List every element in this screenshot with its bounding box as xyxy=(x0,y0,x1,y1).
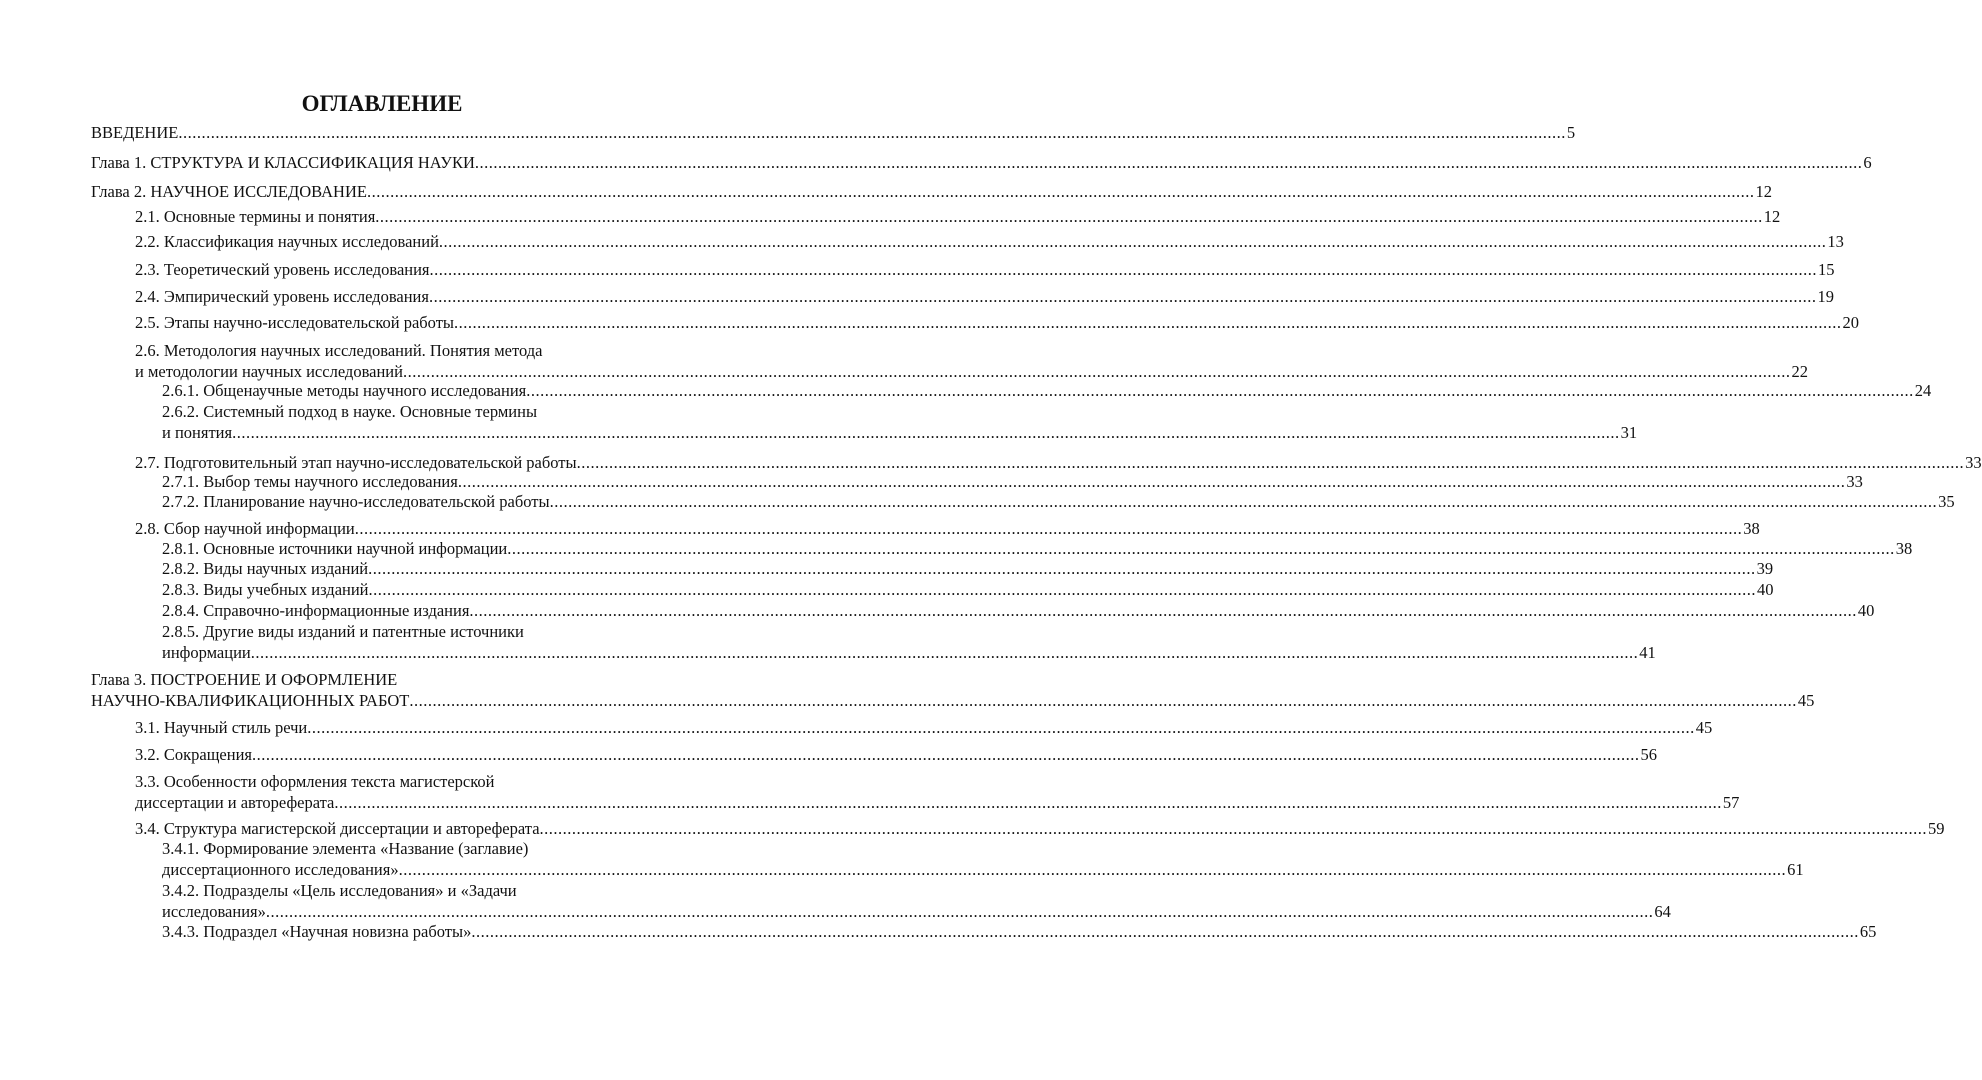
toc-entry-title: и понятия xyxy=(162,422,233,442)
dot-leader: ............................................................................................................................................................................................................................................................................................................ xyxy=(474,153,1863,172)
toc-entry[interactable] xyxy=(162,472,1863,493)
toc-entry-title: 2.6.1. Общенаучные методы научного исследования xyxy=(162,381,527,400)
toc-entry-title: 3.4.2. Подразделы «Цель исследования» и «Задачи xyxy=(162,881,517,900)
toc-entry-title: 2.8.4. Справочно-информационные издания xyxy=(162,601,470,620)
toc-entry[interactable] xyxy=(135,745,1657,766)
toc-page-number: 22 xyxy=(1791,361,1808,381)
toc-entry-title: 2.4. Эмпирический уровень исследования xyxy=(135,287,429,306)
toc-entry-title: Глава 3. ПОСТРОЕНИЕ И ОФОРМЛЕНИЕ xyxy=(91,670,398,689)
dot-leader: ............................................................................................................................................................................................................................................................................................................ xyxy=(457,472,1846,491)
toc-entry-title: 2.8.1. Основные источники научной информации xyxy=(162,539,508,558)
toc-entry[interactable] xyxy=(135,260,1835,281)
toc-page-number: 45 xyxy=(1797,690,1815,710)
toc-entry-title: Глава 2. НАУЧНОЕ ИССЛЕДОВАНИЕ xyxy=(91,182,367,201)
toc-page-number: 38 xyxy=(1895,539,1913,558)
toc-entry[interactable] xyxy=(91,123,1576,144)
dot-leader: ............................................................................................................................................................................................................................................................................................................ xyxy=(438,232,1827,251)
toc-entry[interactable] xyxy=(135,819,1945,840)
toc-entry-title: информации xyxy=(162,642,251,662)
toc-entry-title: 2.8.3. Виды учебных изданий xyxy=(162,580,369,599)
toc-page-number: 56 xyxy=(1640,745,1657,764)
toc-page-number: 41 xyxy=(1639,642,1656,662)
dot-leader: ............................................................................................................................................................................................................................................................................................................ xyxy=(375,207,1763,226)
toc-page-number: 19 xyxy=(1817,287,1834,306)
dot-leader: ............................................................................................................................................................................................................................................................................................................ xyxy=(178,123,1566,142)
dot-leader: ............................................................................................................................................................................................................................................................................................................ xyxy=(366,182,1755,201)
toc-entry[interactable] xyxy=(162,622,1656,663)
dot-leader: ............................................................................................................................................................................................................................................................................................................ xyxy=(252,745,1640,764)
toc-entry[interactable] xyxy=(135,232,1844,253)
dot-leader: ............................................................................................................................................................................................................................................................................................................ xyxy=(471,922,1859,941)
toc-page-number: 59 xyxy=(1928,819,1945,838)
toc-entry[interactable] xyxy=(162,881,1671,922)
dot-leader: ............................................................................................................................................................................................................................................................................................................ xyxy=(469,601,1857,620)
toc-page-number: 15 xyxy=(1818,260,1835,279)
toc-entry[interactable] xyxy=(91,182,1772,203)
toc-page-number: 61 xyxy=(1787,859,1804,879)
toc-page-number: 65 xyxy=(1859,922,1877,941)
toc-entry-title: 2.6.2. Системный подход в науке. Основные термины xyxy=(162,402,538,421)
toc-entry[interactable] xyxy=(162,580,1774,601)
toc-entry-title: 3.4.3. Подраздел «Научная новизна работы» xyxy=(162,922,472,941)
dot-leader: ............................................................................................................................................................................................................................................................................................................ xyxy=(398,859,1787,879)
toc-entry[interactable] xyxy=(91,670,1815,711)
toc-page-number: 6 xyxy=(1863,153,1872,172)
toc-entry-title: диссертации и автореферата xyxy=(135,792,335,812)
toc-page-number: 40 xyxy=(1757,580,1774,599)
toc-entry-title: Глава 1. СТРУКТУРА И КЛАССИФИКАЦИЯ НАУКИ xyxy=(91,153,475,172)
toc-entry[interactable] xyxy=(135,519,1760,540)
toc-entry[interactable] xyxy=(135,772,1740,813)
toc-entry-title: 3.4.1. Формирование элемента «Название (заглавие) xyxy=(162,839,529,858)
toc-page-number: 35 xyxy=(1938,492,1955,511)
toc-page-number: 38 xyxy=(1743,519,1760,538)
toc-page-number: 33 xyxy=(1846,472,1863,491)
toc-page-number: 24 xyxy=(1914,381,1932,400)
toc-entry[interactable] xyxy=(135,718,1713,739)
dot-leader: ............................................................................................................................................................................................................................................................................................................ xyxy=(507,539,1895,558)
toc-entry-title: и методологии научных исследований xyxy=(135,361,403,381)
toc-entry[interactable] xyxy=(91,153,1872,174)
toc-entry[interactable] xyxy=(162,539,1913,560)
toc-page-number: 39 xyxy=(1756,559,1774,578)
dot-leader: ............................................................................................................................................................................................................................................................................................................ xyxy=(265,901,1654,921)
dot-leader: ............................................................................................................................................................................................................................................................................................................ xyxy=(428,287,1817,306)
toc-page-number: 40 xyxy=(1857,601,1875,620)
dot-leader: ............................................................................................................................................................................................................................................................................................................ xyxy=(334,792,1722,812)
toc-entry-title: 2.3. Теоретический уровень исследования xyxy=(135,260,430,279)
toc-entry-title: 2.6. Методология научных исследований. Понятия метода xyxy=(135,341,543,360)
dot-leader: ............................................................................................................................................................................................................................................................................................................ xyxy=(307,718,1695,737)
dot-leader: ............................................................................................................................................................................................................................................................................................................ xyxy=(402,361,1791,381)
toc-entry[interactable] xyxy=(162,402,1638,443)
toc-entry[interactable] xyxy=(135,287,1834,308)
toc-entry-title: 2.8. Сбор научной информации xyxy=(135,519,355,538)
toc-entry-title: 2.7.2. Планирование научно-исследовательской работы xyxy=(162,492,550,511)
toc-entry[interactable] xyxy=(162,922,1877,943)
toc-entry-title: 2.7. Подготовительный этап научно-исследовательской работы xyxy=(135,453,577,472)
dot-leader: ............................................................................................................................................................................................................................................................................................................ xyxy=(549,492,1938,511)
toc-entry-title: 2.5. Этапы научно-исследовательской работы xyxy=(135,313,454,332)
dot-leader: ............................................................................................................................................................................................................................................................................................................ xyxy=(454,313,1842,332)
dot-leader: ............................................................................................................................................................................................................................................................................................................ xyxy=(526,381,1914,400)
toc-entry[interactable] xyxy=(135,341,1808,382)
dot-leader: ............................................................................................................................................................................................................................................................................................................ xyxy=(250,642,1639,662)
toc-entry-title: 2.7.1. Выбор темы научного исследования xyxy=(162,472,458,491)
toc-entry[interactable] xyxy=(162,559,1774,580)
toc-entry-title: 3.2. Сокращения xyxy=(135,745,252,764)
toc-entry[interactable] xyxy=(135,313,1859,334)
toc-entry[interactable] xyxy=(135,207,1781,228)
toc-entry-title: 3.4. Структура магистерской диссертации и автореферата xyxy=(135,819,540,838)
toc-entry-title: 2.2. Классификация научных исследований xyxy=(135,232,439,251)
dot-leader: ............................................................................................................................................................................................................................................................................................................ xyxy=(368,580,1757,599)
toc-page-number: 33 xyxy=(1965,453,1982,472)
dot-leader: ............................................................................................................................................................................................................................................................................................................ xyxy=(368,559,1756,578)
toc-page-number: 31 xyxy=(1620,422,1638,442)
toc-entry[interactable] xyxy=(162,601,1875,622)
toc-entry-title: ВВЕДЕНИЕ xyxy=(91,123,179,142)
toc-page-number: 45 xyxy=(1695,718,1713,737)
toc-page-number: 5 xyxy=(1566,123,1576,142)
toc-entry[interactable] xyxy=(162,839,1804,880)
toc-page-number: 64 xyxy=(1654,901,1671,921)
toc-entry-title: 2.8.5. Другие виды изданий и патентные источники xyxy=(162,622,524,641)
toc-entry-title: 2.1. Основные термины и понятия xyxy=(135,207,376,226)
toc-page-number: 12 xyxy=(1755,182,1772,201)
dot-leader: ............................................................................................................................................................................................................................................................................................................ xyxy=(429,260,1818,279)
dot-leader: ............................................................................................................................................................................................................................................................................................................ xyxy=(576,453,1965,472)
toc-page-number: 12 xyxy=(1763,207,1781,226)
toc-page-number: 13 xyxy=(1827,232,1844,251)
dot-leader: ............................................................................................................................................................................................................................................................................................................ xyxy=(409,690,1797,710)
toc-entry-title: НАУЧНО-КВАЛИФИКАЦИОННЫХ РАБОТ xyxy=(91,690,410,710)
toc-entry-title: 3.3. Особенности оформления текста магистерской xyxy=(135,772,495,791)
toc-entry-title: 2.8.2. Виды научных изданий xyxy=(162,559,369,578)
page-title: ОГЛАВЛЕНИЕ xyxy=(301,91,463,116)
toc-entry-title: исследования» xyxy=(162,901,266,921)
toc-entry[interactable] xyxy=(162,381,1932,402)
toc-entry[interactable] xyxy=(162,492,1955,513)
dot-leader: ............................................................................................................................................................................................................................................................................................................ xyxy=(232,422,1620,442)
dot-leader: ............................................................................................................................................................................................................................................................................................................ xyxy=(539,819,1928,838)
toc-page-number: 20 xyxy=(1842,313,1859,332)
toc-entry[interactable] xyxy=(135,453,1982,474)
toc-page-number: 57 xyxy=(1722,792,1740,812)
dot-leader: ............................................................................................................................................................................................................................................................................................................ xyxy=(354,519,1743,538)
toc-entry-title: диссертационного исследования» xyxy=(162,859,399,879)
toc-entry-title: 3.1. Научный стиль речи xyxy=(135,718,308,737)
